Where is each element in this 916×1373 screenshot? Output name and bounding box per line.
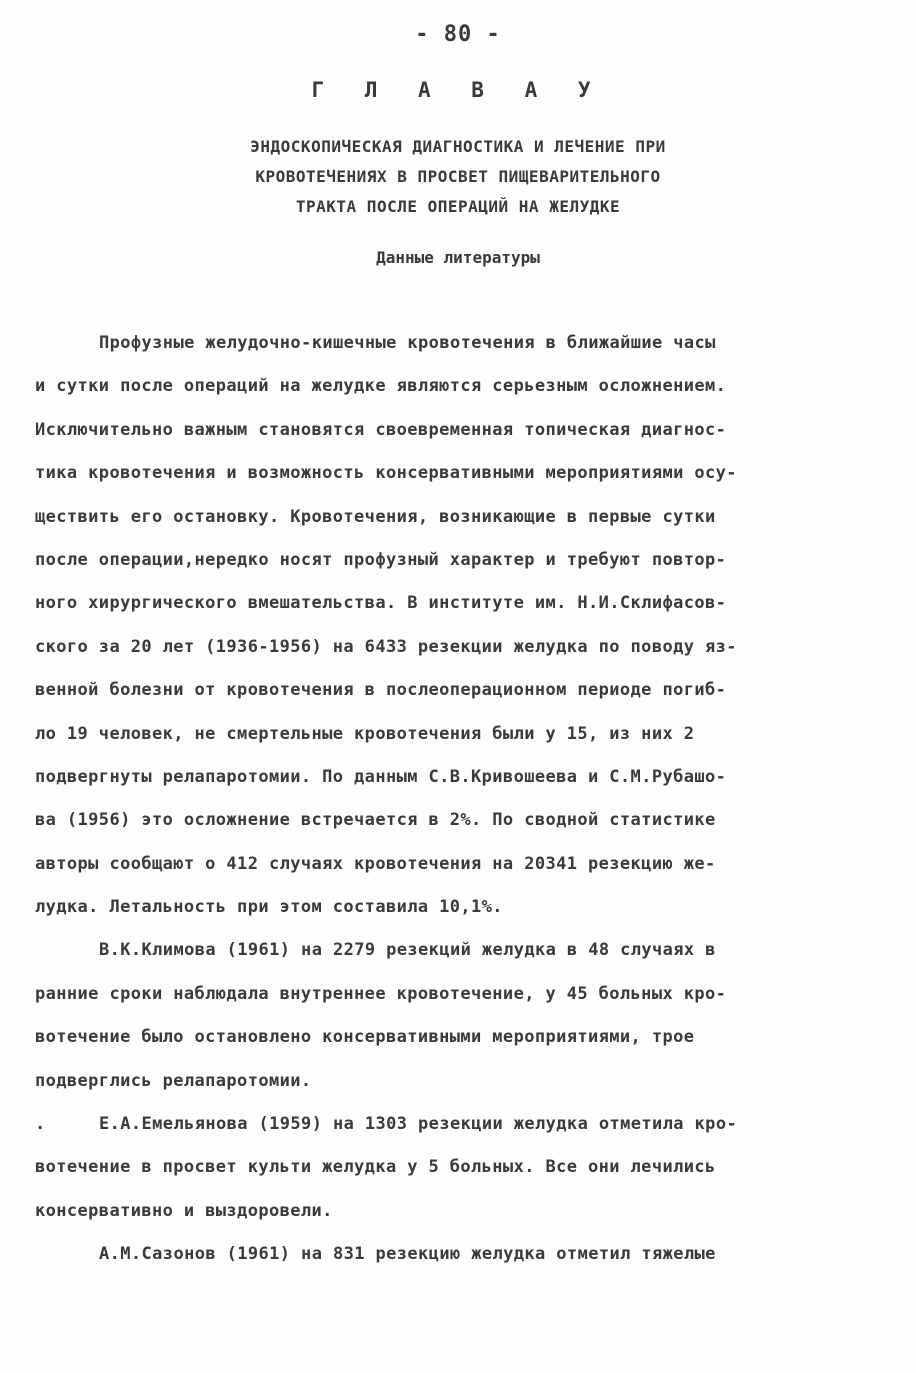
chapter-heading: Г Л А В А У [311,78,605,102]
text-line: лудка. Летальность при этом составила 10,1%. [35,897,503,918]
text-line: вотечение в просвет культи желудка у 5 больных. Все они лечились [35,1157,716,1178]
section-subtitle: Данные литературы [376,248,540,267]
text-line: ского за 20 лет (1936-1956) на 6433 резекции желудка по поводу яз- [35,636,737,657]
text-line: В.К.Климова (1961) на 2279 резекций желудка в 48 случаях в [99,940,716,961]
text-line: после операции,нередко носят профузный характер и требуют повтор- [35,549,727,570]
text-line: тика кровотечения и возможность консервативными мероприятиями осу- [35,463,737,484]
chapter-title-line: КРОВОТЕЧЕНИЯХ В ПРОСВЕТ ПИЩЕВАРИТЕЛЬНОГО [255,167,661,186]
body-text [35,322,885,1277]
text-line: Исключительно важным становятся своевременная топическая диагнос- [35,419,727,440]
text-line: . Е.А.Емельянова (1959) на 1303 резекции желудка отметила кро- [35,1103,885,1146]
text-line: ранние сроки наблюдала внутреннее кровотечение, у 45 больных кро- [35,983,727,1004]
text-line: подверглись релапаротомии. [35,1070,312,1091]
text-line: подвергнуты релапаротомии. По данным С.В.Кривошеева и С.М.Рубашо- [35,766,727,787]
text-line: ного хирургического вмешательства. В институте им. Н.И.Склифасов- [35,593,727,614]
chapter-title-line: ТРАКТА ПОСЛЕ ОПЕРАЦИЙ НА ЖЕЛУДКЕ [295,197,621,216]
chapter-title-line: ЭНДОСКОПИЧЕСКАЯ ДИАГНОСТИКА И ЛЕЧЕНИЕ ПРИ [250,137,666,156]
text-line: и сутки после операций на желудке являются серьезным осложнением. [35,376,727,397]
text-line: авторы сообщают о 412 случаях кровотечения на 20341 резекцию же- [35,853,716,874]
text-line: Профузные желудочно-кишечные кровотечения в ближайшие часы [99,333,716,353]
text-line: ло 19 человек, не смертельные кровотечения были у 15, из них 2 [35,723,695,744]
text-line: вотечение было остановлено консервативными мероприятиями, трое [35,1027,695,1048]
text-line: ва (1956) это осложнение встречается в 2%. По сводной статистике [35,810,716,831]
chapter-title [120,132,796,222]
text-line: консервативно и выздоровели. [35,1200,333,1221]
text-line: венной болезни от кровотечения в послеоперационном периоде погиб- [35,680,727,701]
text-line: А.М.Сазонов (1961) на 831 резекцию желудка отметил тяжелые [99,1244,716,1265]
page-number: - 80 - [415,22,501,47]
text-line: ществить его остановку. Кровотечения, возникающие в первые сутки [35,506,716,527]
